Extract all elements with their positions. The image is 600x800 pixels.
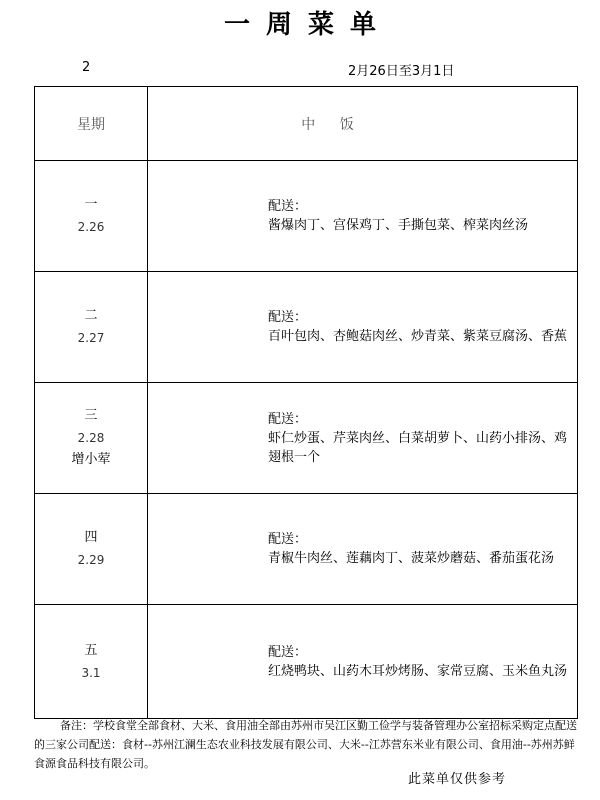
table-row (35, 272, 578, 383)
weekday-extra: 增小荤 (71, 452, 111, 467)
weekday-label: 五 (84, 642, 98, 658)
weekday-cell (35, 494, 148, 605)
header-lunch: 中 饭 (148, 87, 578, 161)
lunch-cell (148, 272, 578, 383)
header-weekday: 星期 (35, 87, 148, 161)
table-row (35, 383, 578, 494)
dishes-text: 酱爆肉丁、宫保鸡丁、手撕包菜、榨菜肉丝汤 (268, 218, 529, 233)
delivery-label: 配送： (268, 644, 308, 660)
weekday-cell (35, 605, 148, 719)
weekday-cell (35, 383, 148, 494)
weekday-date: 2.29 (77, 553, 105, 567)
table-row (35, 494, 578, 605)
weekday-label: 三 (84, 408, 98, 423)
weekday-label: 四 (84, 530, 98, 545)
weekday-date: 2.27 (77, 331, 105, 345)
menu-table (34, 86, 578, 719)
delivery-label: 配送： (268, 199, 308, 214)
delivery-label: 配送： (268, 532, 308, 547)
dishes-text: 红烧鸭块、山药木耳炒烤肠、家常豆腐、玉米鱼丸汤 (268, 663, 568, 679)
weekday-label: 一 (84, 197, 98, 212)
dishes-text: 虾仁炒蛋、芹菜肉丝、白菜胡萝卜、山药小排汤、鸡翅根一个 (268, 430, 568, 465)
lunch-cell (148, 383, 578, 494)
table-row (35, 605, 578, 719)
weekday-date: 2.26 (77, 220, 105, 234)
lunch-cell (148, 494, 578, 605)
delivery-label: 配送： (268, 411, 308, 427)
week-number: 2 (82, 60, 91, 75)
weekday-date: 3.1 (81, 665, 101, 680)
weekday-date: 2.28 (77, 431, 105, 445)
lunch-cell (148, 605, 578, 719)
table-row (35, 161, 578, 272)
page-title: 一周菜单 (223, 10, 392, 40)
weekday-cell (35, 161, 148, 272)
lunch-cell (148, 161, 578, 272)
dishes-text: 青椒牛肉丝、莲藕肉丁、菠菜炒蘑菇、番茄蛋花汤 (268, 551, 555, 566)
delivery-label: 配送： (268, 310, 308, 325)
remarks-note: 备注：学校食堂全部食材、大米、食用油全部由苏州市吴江区勤工俭学与装备管理办公室招标采购定点配送的三家公司配送：食材--苏州江澜生态农业科技发展有限公司、大米--江苏营东米业有限公司、食用油--苏州苏鲜食源食品科技有限公司。 (34, 719, 577, 770)
date-range: 2月26日至3月1日 (348, 64, 455, 79)
table-header-row (35, 87, 578, 161)
weekday-cell (35, 272, 148, 383)
dishes-text: 百叶包肉、杏鲍菇肉丝、炒青菜、紫菜豆腐汤、香蕉 (268, 329, 568, 344)
weekday-label: 二 (84, 308, 98, 323)
footer-disclaimer: 此菜单仅供参考 (408, 772, 507, 787)
